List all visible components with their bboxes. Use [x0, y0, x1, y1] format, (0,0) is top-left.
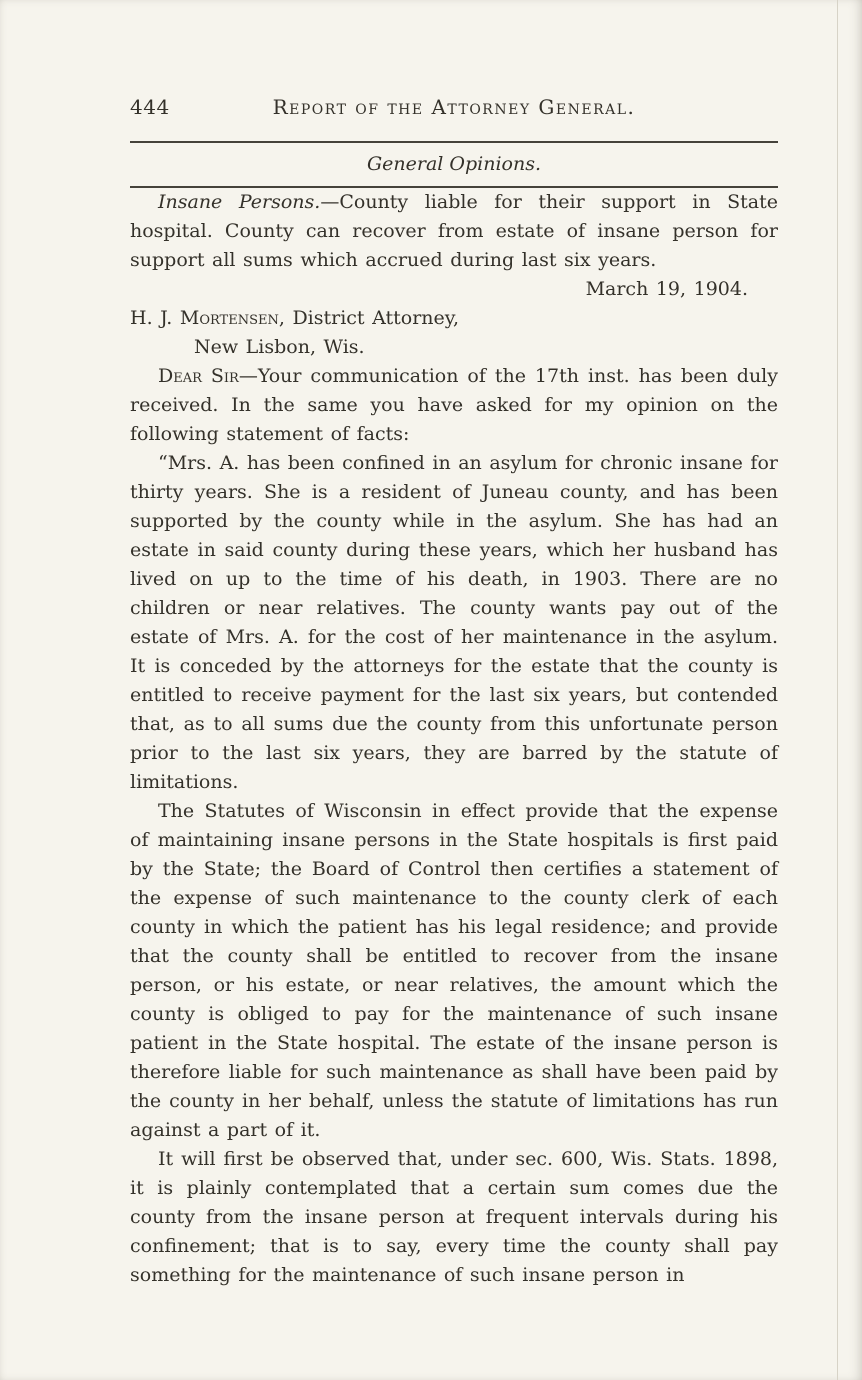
page-header — [130, 95, 778, 119]
salutation: Dear Sir — [158, 365, 239, 387]
running-title: Report of the Attorney General. — [272, 95, 636, 119]
page-content — [130, 95, 778, 1290]
page-body — [130, 188, 778, 1290]
letter-addressee — [130, 304, 778, 333]
page-number: 444 — [130, 95, 170, 119]
section-title: General Opinions. — [366, 153, 542, 175]
addressee-title: , District Attorney, — [278, 307, 460, 329]
body-paragraph-1: The Statutes of Wisconsin in effect provide that the expense of maintaining insane persons in the State hospitals is first paid by the State; the Board of Control then certifies a statement of the expense of such maintenance to the county clerk of each county in which the patient has his legal residence; and provide that the county shall be entitled to recover from the insane person, or his estate, or near relatives, the amount which the county is obliged to pay for the maintenance of such insane patient in the State hospital. The estate of the insane person is therefore liable for such maintenance as shall have been paid by the county in her behalf, unless the statute of limitations has run against a part of it. — [130, 800, 778, 1141]
header-rule-top — [130, 141, 778, 143]
letter-date: March 19, 1904. — [585, 278, 748, 300]
headnote-text: —County liable for their support in State hospital. County can recover from estate of insane person for support all sums which accrued during last six years. — [130, 191, 778, 271]
addressee-name: H. J. Mortensen — [130, 307, 279, 329]
letter-opening — [130, 362, 778, 449]
body-paragraph-2: It will first be observed that, under sec. 600, Wis. Stats. 1898, it is plainly contemplated that a certain sum comes due the county from the insane person at frequent intervals during his confinement; that is to say, every time the county shall pay something for the maintenance of such insane person in — [130, 1148, 778, 1286]
addressee-location: New Lisbon, Wis. — [194, 336, 365, 358]
page-right-edge-line — [837, 0, 838, 1380]
quoted-statement: “Mrs. A. has been confined in an asylum for chronic insane for thirty years. She is a resident of Juneau county, and has been supported by the county while in the asylum. She has had an estate in said county during these years, which her husband has lived on up to the time of his death, in 1903. There are no children or near relatives. The county wants pay out of the estate of Mrs. A. for the cost of her maintenance in the asylum. It is conceded by the attorneys for the estate that the county is entitled to receive payment for the last six years, but contended that, as to all sums due the county from this unfortunate person prior to the last six years, they are barred by the statute of limitations. — [130, 452, 778, 793]
headnote — [130, 188, 778, 275]
opening-text: —Your communication of the 17th inst. has been duly received. In the same you have asked for my opinion on the following statement of facts: — [130, 365, 778, 445]
headnote-case-title: Insane Persons. — [158, 191, 321, 213]
